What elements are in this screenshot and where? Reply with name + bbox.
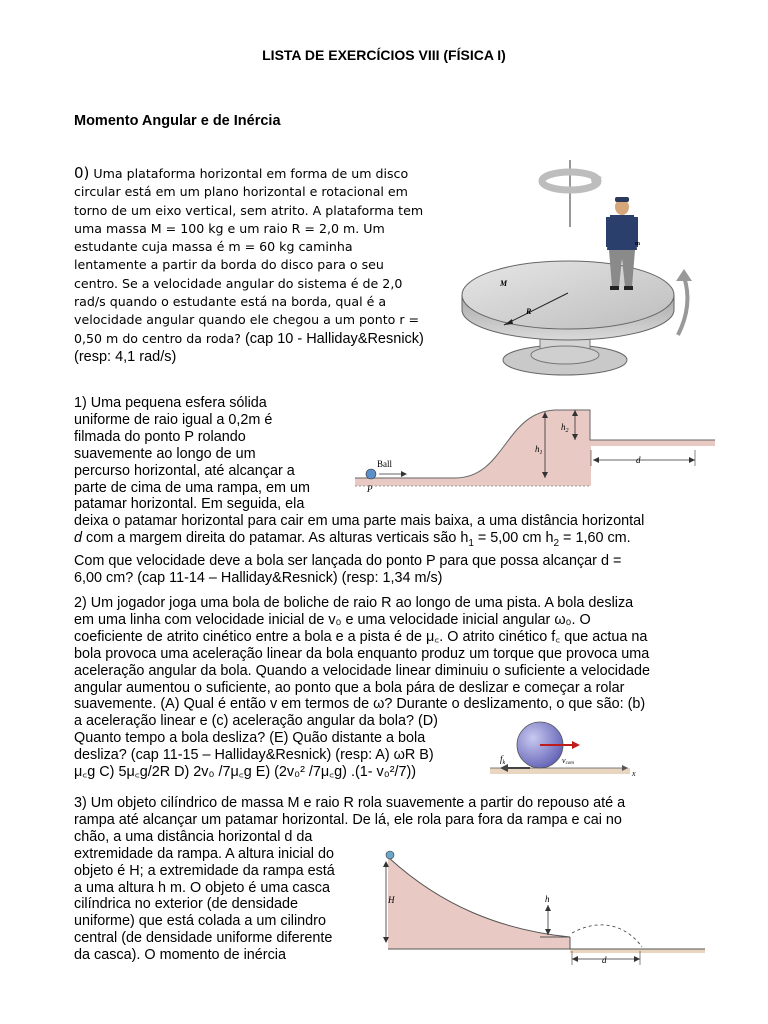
question-0-text	[74, 164, 424, 366]
q3-line: objeto é H; a extremidade da rampa está	[74, 862, 335, 879]
label-h: h	[545, 894, 550, 904]
label-R: R	[526, 307, 532, 316]
bowling-ball-figure	[490, 718, 640, 780]
document-title: LISTA DE EXERCÍCIOS VIII (FÍSICA I)	[262, 47, 506, 63]
question-0-body: Uma plataforma horizontal em forma de um disco circular está em um plano horizontal e rotacional em torno de um eixo vertical, sem atrito. A plataforma tem uma massa M = 100 kg e um raio R = 2,0 m. Um estudante cuja massa é m = 60 kg caminha lentamente a partir da borda do disco para o seu centro. Se a velocidade angular do sistema é de 2,0 rad/s quando o estudante está na borda, qual é a velocidade angular quando ele chegou a um ponto r = 0,50 m do centro da roda?	[74, 166, 424, 346]
q2-line: desliza? (cap 11-15 – Halliday&Resnick) (resp: A) ωR B)	[74, 747, 434, 764]
label-d: d	[636, 455, 641, 465]
q2-line: angular aumentou o suficiente, ao ponto que a bola pára de deslizar e começar a rolar	[74, 679, 625, 696]
q3-line: rampa até alcançar um patamar horizontal. De lá, ele rola para fora da rampa e cai no	[74, 811, 622, 828]
q1-line: patamar horizontal. Em seguida, ela	[74, 496, 305, 513]
q2-line: μ꜀g C) 5μ꜀g/2R D) 2v₀ /7μ꜀g E) (2v₀² /7μ꜀g) .(1- v₀²/7))	[74, 764, 417, 781]
ramp-figure	[355, 400, 715, 500]
q1-line: d com a margem direita do patamar. As alturas verticais são $h_1 = 5,00$ cm $h_2 = 1,60$ cm.	[74, 529, 631, 549]
q2-line: a aceleração linear e (c) aceleração angular da bola? (D)	[74, 713, 438, 730]
q3-line: a uma altura h m. O objeto é uma casca	[74, 879, 330, 896]
q2-line: suavemente. (A) Qual é então v em termos de ω? Durante o deslizamento, o que são: (b)	[74, 696, 646, 713]
label-H: H	[388, 895, 395, 905]
q3-line: chão, a uma distância horizontal d da	[74, 828, 313, 845]
rotation-arrow-icon	[542, 172, 602, 190]
label-d: d	[602, 955, 607, 965]
q2-line: aceleração angular da bola. Quando a velocidade linear diminuiu o suficiente a velocidade	[74, 662, 651, 679]
q2-line: bola provoca uma aceleração linear da bola enquanto produz um torque que provoca uma	[74, 645, 650, 662]
q2-line: Quanto tempo a bola desliza? (E) Quão distante a bola	[74, 730, 426, 747]
rotating-platform-figure	[440, 155, 705, 390]
q1-line: 6,00 cm? (cap 11-14 – Halliday&Resnick) (resp: 1,34 m/s)	[74, 569, 443, 586]
question-1-rest	[74, 513, 644, 587]
question-0-citation: (cap 10 - Halliday&Resnick) (resp: 4,1 rad/s)	[74, 330, 424, 365]
label-P: P	[367, 484, 373, 494]
q2-line: 2) Um jogador joga uma bola de boliche de raio R ao longo de uma pista. A bola desliza	[74, 595, 634, 611]
label-m: m	[635, 241, 640, 247]
q1-line: suavemente ao longo de um	[74, 445, 256, 462]
q1-line: deixa o patamar horizontal para cair em uma parte mais baixa, a uma distância horizontal	[74, 513, 645, 529]
label-ball: Ball	[377, 459, 392, 469]
q2-line: em uma linha com velocidade inicial de v₀ e uma velocidade inicial angular ω₀. O	[74, 611, 591, 628]
q3-line: extremidade da rampa. A altura inicial do	[74, 845, 334, 862]
q2-line: coeficiente de atrito cinético entre a bola e a pista é de μ꜀. O atrito cinético f꜀ que actua na	[74, 628, 648, 645]
label-h2: $h_2$	[561, 422, 569, 434]
q3-line: central (de densidade uniforme diferente	[74, 930, 333, 947]
ball-icon	[366, 469, 376, 479]
q3-line: 3) Um objeto cilíndrico de massa M e raio R rola suavemente a partir do repouso até a	[74, 795, 626, 811]
q1-line: 1) Uma pequena esfera sólida	[74, 395, 267, 411]
label-M: M	[500, 279, 508, 288]
q3-line: da casca). O momento de inércia	[74, 947, 286, 964]
section-heading: Momento Angular e de Inércia	[74, 113, 281, 129]
label-h1: $h_1$	[535, 444, 543, 456]
cylinder-icon	[386, 851, 394, 859]
label-fk: $f_k$	[500, 754, 506, 766]
question-0-number: 0)	[74, 164, 90, 182]
q1-line: Com que velocidade deve a bola ser lançada do ponto P para que possa alcançar d =	[74, 552, 622, 569]
q1-line: filmada do ponto P rolando	[74, 428, 246, 445]
q1-line: uniforme de raio igual a 0,2m é	[74, 411, 273, 428]
q1-line: percurso horizontal, até alcançar a	[74, 462, 295, 479]
q3-line: cilíndrica no exterior (de densidade	[74, 896, 298, 913]
question-1-intro	[74, 395, 310, 513]
label-vcom: vcom	[562, 756, 574, 766]
label-x: x	[632, 769, 636, 778]
q1-line: parte de cima de uma rampa, em um	[74, 479, 310, 496]
cylinder-ramp-figure	[380, 845, 710, 975]
q3-line: uniforme) que está colada a um cilindro	[74, 913, 326, 930]
